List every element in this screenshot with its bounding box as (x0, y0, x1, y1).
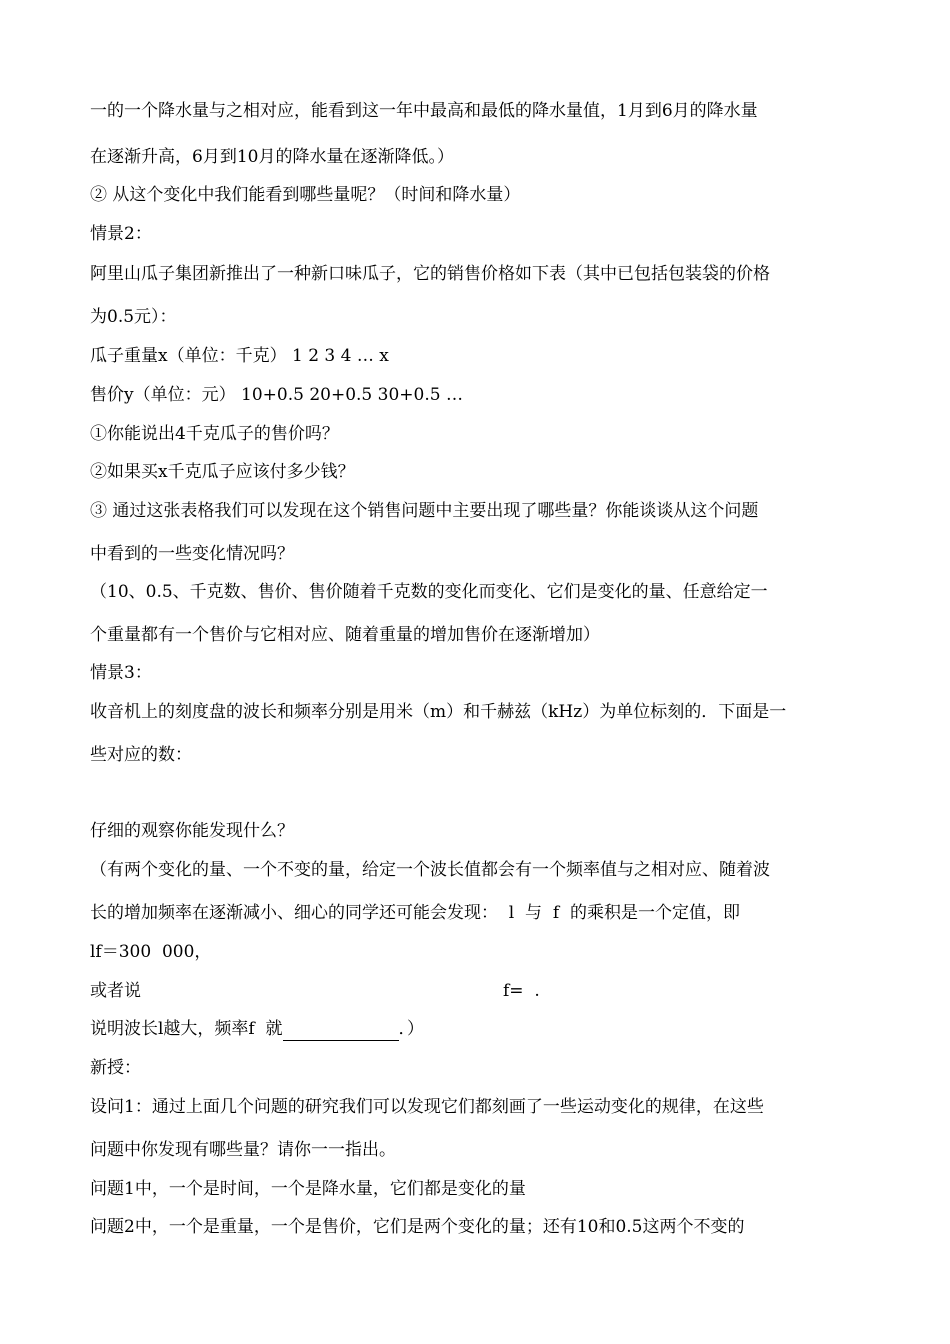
text-line: 问题1中，一个是时间，一个是降水量，它们都是变化的量 (90, 1179, 526, 1199)
blank-underline (283, 1022, 399, 1041)
text-line: 问题2中，一个是重量，一个是售价，它们是两个变化的量；还有10和0.5这两个不变的 (90, 1217, 745, 1237)
text-line: 阿里山瓜子集团新推出了一种新口味瓜子，它的销售价格如下表（其中已包括包装袋的价格 (90, 264, 770, 284)
text-line: 些对应的数： (90, 745, 192, 765)
text-line: 或者说 (90, 981, 141, 1001)
formula-line: lf＝300 000， (90, 942, 212, 962)
fill-in-line (90, 1017, 424, 1041)
text-line: 在逐渐升高，6月到10月的降水量在逐渐降低。） (90, 147, 454, 167)
answer-line: 长的增加频率在逐渐减小、细心的同学还可能会发现： l 与 f 的乘积是一个定值，即 (90, 903, 740, 923)
table-row-weight: 瓜子重量x（单位：千克） 1 2 3 4 … x (90, 346, 389, 366)
heading-new-lesson: 新授： (90, 1058, 141, 1078)
text-line: 为0.5元）： (90, 307, 177, 327)
answer-line: （有两个变化的量、一个不变的量，给定一个波长值都会有一个频率值与之相对应、随着波 (90, 860, 770, 880)
question-1: ①你能说出4千克瓜子的售价吗？ (90, 424, 339, 444)
heading-scenario-2: 情景2： (90, 224, 152, 244)
fill-in-prefix: 说明波长l越大，频率f 就 (90, 1019, 283, 1039)
text-line: 一的一个降水量与之相对应，能看到这一年中最高和最低的降水量值，1月到6月的降水量 (90, 101, 758, 121)
text-line: 设问1：通过上面几个问题的研究我们可以发现它们都刻画了一些运动变化的规律，在这些 (90, 1097, 764, 1117)
formula-fragment: f= . (503, 981, 540, 1001)
heading-scenario-3: 情景3： (90, 663, 152, 683)
fill-in-suffix: ．） (398, 1019, 425, 1039)
answer-line: 个重量都有一个售价与它相对应、随着重量的增加售价在逐渐增加） (90, 625, 600, 645)
table-row-price: 售价y（单位：元） 10+0.5 20+0.5 30+0.5 … (90, 385, 463, 405)
text-line: 收音机上的刻度盘的波长和频率分别是用米（m）和千赫兹（kHz）为单位标刻的．下面是一 (90, 702, 787, 722)
text-line: ② 从这个变化中我们能看到哪些量呢？（时间和降水量） (90, 185, 521, 205)
question-2: ②如果买x千克瓜子应该付多少钱？ (90, 462, 355, 482)
text-line: 问题中你发现有哪些量？请你一一指出。 (90, 1140, 396, 1160)
text-line: 中看到的一些变化情况吗？ (90, 544, 294, 564)
question-3: ③ 通过这张表格我们可以发现在这个销售问题中主要出现了哪些量？你能谈谈从这个问题 (90, 501, 759, 521)
answer-line: （10、0.5、千克数、售价、售价随着千克数的变化而变化、它们是变化的量、任意给定一 (90, 582, 768, 602)
text-line: 仔细的观察你能发现什么？ (90, 821, 294, 841)
